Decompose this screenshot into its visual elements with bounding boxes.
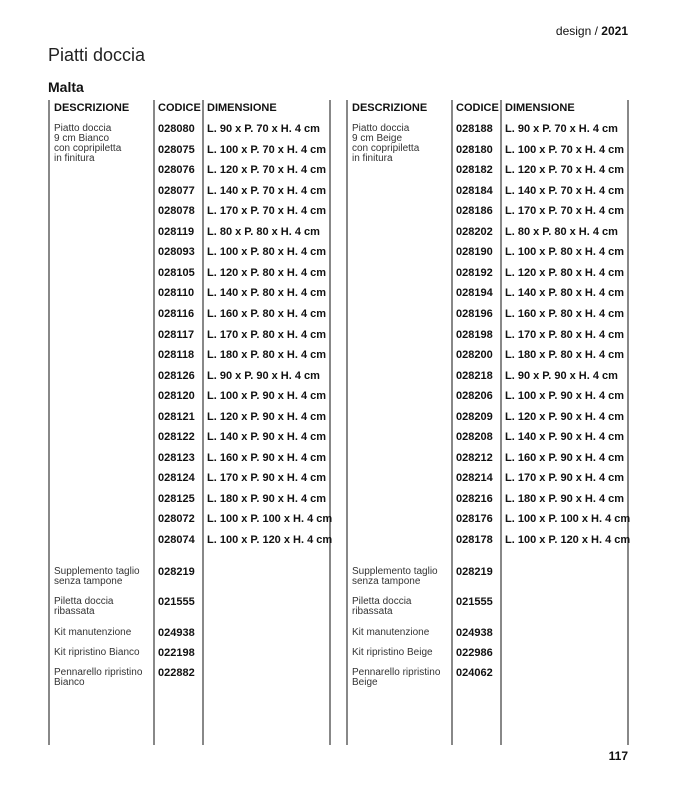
product-code: 028198 <box>456 328 493 341</box>
accessory-description: senza tampone <box>54 576 123 587</box>
column-divider <box>153 100 155 745</box>
column-divider <box>329 100 331 745</box>
accessory-code: 028219 <box>158 566 195 578</box>
product-code: 028176 <box>456 513 493 526</box>
product-dimension: L. 100 x P. 120 x H. 4 cm <box>207 534 333 546</box>
product-code: 028178 <box>456 534 493 546</box>
description-line: con copripiletta <box>352 143 420 154</box>
description-line: con copripiletta <box>54 143 122 154</box>
product-code: 028117 <box>158 328 195 341</box>
accessory-code: 024938 <box>158 627 195 639</box>
header-year: 2021 <box>601 24 628 38</box>
header-descrizione: DESCRIZIONE <box>54 102 130 114</box>
accessory-description: Pennarello ripristino <box>352 667 441 678</box>
product-dimension: L. 140 x P. 80 x H. 4 cm <box>505 287 625 300</box>
product-code: 028216 <box>456 492 493 505</box>
product-code: 028121 <box>158 410 195 423</box>
product-dimension: L. 100 x P. 120 x H. 4 cm <box>505 534 631 546</box>
page-number: 117 <box>608 749 628 763</box>
product-dimension: L. 80 x P. 80 x H. 4 cm <box>207 225 320 238</box>
product-code: 028188 <box>456 123 493 135</box>
accessory-code: 028219 <box>456 566 493 578</box>
product-dimension: L. 160 x P. 80 x H. 4 cm <box>505 307 625 320</box>
product-code: 028078 <box>158 205 195 218</box>
product-code: 028080 <box>158 123 195 135</box>
page-header <box>556 24 628 38</box>
accessory-description: Bianco <box>54 677 85 688</box>
product-dimension: L. 120 x P. 90 x H. 4 cm <box>207 410 327 423</box>
product-dimension: L. 170 x P. 90 x H. 4 cm <box>207 472 327 485</box>
header-dimensione: DIMENSIONE <box>207 102 277 114</box>
accessory-description: Kit manutenzione <box>352 627 430 638</box>
description-line: in finitura <box>352 153 393 164</box>
product-code: 028194 <box>456 287 493 300</box>
product-code: 028093 <box>158 246 195 259</box>
product-code: 028208 <box>456 431 493 444</box>
product-code: 028075 <box>158 143 195 156</box>
product-code: 028120 <box>158 390 195 403</box>
header-codice: CODICE <box>456 102 499 114</box>
accessory-description: Kit ripristino Bianco <box>54 647 140 658</box>
accessory-description: ribassata <box>54 606 95 617</box>
header-brand: design <box>555 24 592 38</box>
accessory-description: Pennarello ripristino <box>54 667 143 678</box>
product-dimension: L. 140 x P. 70 x H. 4 cm <box>505 184 625 197</box>
product-code: 028209 <box>456 410 493 423</box>
accessory-description: Supplemento taglio <box>54 566 140 577</box>
accessory-description: Piletta doccia <box>352 596 412 607</box>
product-dimension: L. 170 x P. 70 x H. 4 cm <box>207 205 327 218</box>
product-code: 028125 <box>158 492 195 505</box>
product-dimension: L. 100 x P. 80 x H. 4 cm <box>207 246 327 259</box>
product-dimension: L. 100 x P. 70 x H. 4 cm <box>505 143 625 156</box>
product-dimension: L. 100 x P. 100 x H. 4 cm <box>207 513 333 526</box>
accessory-code: 024062 <box>456 667 493 679</box>
product-dimension: L. 100 x P. 90 x H. 4 cm <box>505 390 625 403</box>
accessory-description: Kit ripristino Beige <box>352 647 433 658</box>
accessory-code: 021555 <box>158 596 195 608</box>
product-dimension: L. 180 x P. 80 x H. 4 cm <box>207 349 327 362</box>
product-code: 028182 <box>456 164 493 177</box>
product-code: 028212 <box>456 451 493 464</box>
description-line: Piatto doccia <box>352 123 410 134</box>
header-descrizione: DESCRIZIONE <box>352 102 428 114</box>
product-code: 028214 <box>456 472 493 485</box>
product-dimension: L. 100 x P. 100 x H. 4 cm <box>505 513 631 526</box>
accessory-code: 022986 <box>456 647 493 659</box>
accessory-code: 021555 <box>456 596 493 608</box>
product-code: 028202 <box>456 225 493 238</box>
accessory-description: Beige <box>352 677 378 688</box>
product-dimension: L. 90 x P. 90 x H. 4 cm <box>505 369 618 382</box>
header-dimensione: DIMENSIONE <box>505 102 575 114</box>
product-dimension: L. 170 x P. 80 x H. 4 cm <box>207 328 327 341</box>
accessory-description: senza tampone <box>352 576 421 587</box>
column-divider <box>48 100 50 745</box>
accessory-code: 022198 <box>158 647 195 659</box>
product-code: 028218 <box>456 369 493 382</box>
product-dimension: L. 120 x P. 70 x H. 4 cm <box>207 164 327 177</box>
column-divider <box>202 100 204 745</box>
description-line: 9 cm Beige <box>352 133 403 144</box>
product-code: 028196 <box>456 307 493 320</box>
header-separator: / <box>591 24 602 38</box>
product-dimension: L. 160 x P. 90 x H. 4 cm <box>505 451 625 464</box>
accessory-description: ribassata <box>352 606 393 617</box>
description-line: 9 cm Bianco <box>54 133 110 144</box>
product-dimension: L. 120 x P. 80 x H. 4 cm <box>505 266 625 279</box>
product-code: 028192 <box>456 266 493 279</box>
product-dimension: L. 120 x P. 90 x H. 4 cm <box>505 410 625 423</box>
description-line: Piatto doccia <box>54 123 112 134</box>
section-title: Malta <box>48 79 84 95</box>
description-line: in finitura <box>54 153 95 164</box>
accessory-description: Kit manutenzione <box>54 627 132 638</box>
product-code: 028126 <box>158 369 195 382</box>
product-dimension: L. 180 x P. 90 x H. 4 cm <box>505 492 625 505</box>
product-dimension: L. 80 x P. 80 x H. 4 cm <box>505 225 618 238</box>
product-dimension: L. 120 x P. 70 x H. 4 cm <box>505 164 625 177</box>
product-dimension: L. 140 x P. 90 x H. 4 cm <box>207 431 327 444</box>
product-code: 028119 <box>158 225 195 238</box>
product-dimension: L. 180 x P. 90 x H. 4 cm <box>207 492 327 505</box>
product-code: 028105 <box>158 266 195 279</box>
accessory-description: Supplemento taglio <box>352 566 438 577</box>
product-code: 028200 <box>456 349 493 362</box>
product-dimension: L. 180 x P. 80 x H. 4 cm <box>505 349 625 362</box>
product-code: 028077 <box>158 184 195 197</box>
product-code: 028116 <box>158 307 195 320</box>
column-divider <box>500 100 502 745</box>
product-dimension: L. 170 x P. 80 x H. 4 cm <box>505 328 625 341</box>
product-dimension: L. 100 x P. 80 x H. 4 cm <box>505 246 625 259</box>
product-dimension: L. 170 x P. 90 x H. 4 cm <box>505 472 625 485</box>
product-dimension: L. 90 x P. 70 x H. 4 cm <box>505 123 618 135</box>
product-code: 028186 <box>456 205 493 218</box>
product-code: 028184 <box>456 184 493 197</box>
product-dimension: L. 90 x P. 90 x H. 4 cm <box>207 369 320 382</box>
product-dimension: L. 120 x P. 80 x H. 4 cm <box>207 266 327 279</box>
product-code: 028190 <box>456 246 493 259</box>
product-dimension: L. 140 x P. 90 x H. 4 cm <box>505 431 625 444</box>
product-code: 028206 <box>456 390 493 403</box>
product-code: 028076 <box>158 164 195 177</box>
product-dimension: L. 90 x P. 70 x H. 4 cm <box>207 123 320 135</box>
product-dimension: L. 100 x P. 70 x H. 4 cm <box>207 143 327 156</box>
product-code: 028122 <box>158 431 195 444</box>
product-dimension: L. 100 x P. 90 x H. 4 cm <box>207 390 327 403</box>
accessory-description: Piletta doccia <box>54 596 114 607</box>
page-title: Piatti doccia <box>48 45 146 65</box>
product-code: 028118 <box>158 349 195 362</box>
product-code: 028110 <box>158 287 195 300</box>
product-code: 028072 <box>158 513 195 526</box>
product-code: 028124 <box>158 472 195 485</box>
product-code: 028074 <box>158 534 195 546</box>
header-codice: CODICE <box>158 102 201 114</box>
column-divider <box>627 100 629 745</box>
accessory-code: 022882 <box>158 667 195 679</box>
product-dimension: L. 160 x P. 90 x H. 4 cm <box>207 451 327 464</box>
product-code: 028180 <box>456 143 493 156</box>
product-dimension: L. 140 x P. 70 x H. 4 cm <box>207 184 327 197</box>
accessory-code: 024938 <box>456 627 493 639</box>
product-code: 028123 <box>158 451 195 464</box>
product-dimension: L. 170 x P. 70 x H. 4 cm <box>505 205 625 218</box>
product-dimension: L. 140 x P. 80 x H. 4 cm <box>207 287 327 300</box>
product-dimension: L. 160 x P. 80 x H. 4 cm <box>207 307 327 320</box>
column-divider <box>451 100 453 745</box>
column-divider <box>346 100 348 745</box>
